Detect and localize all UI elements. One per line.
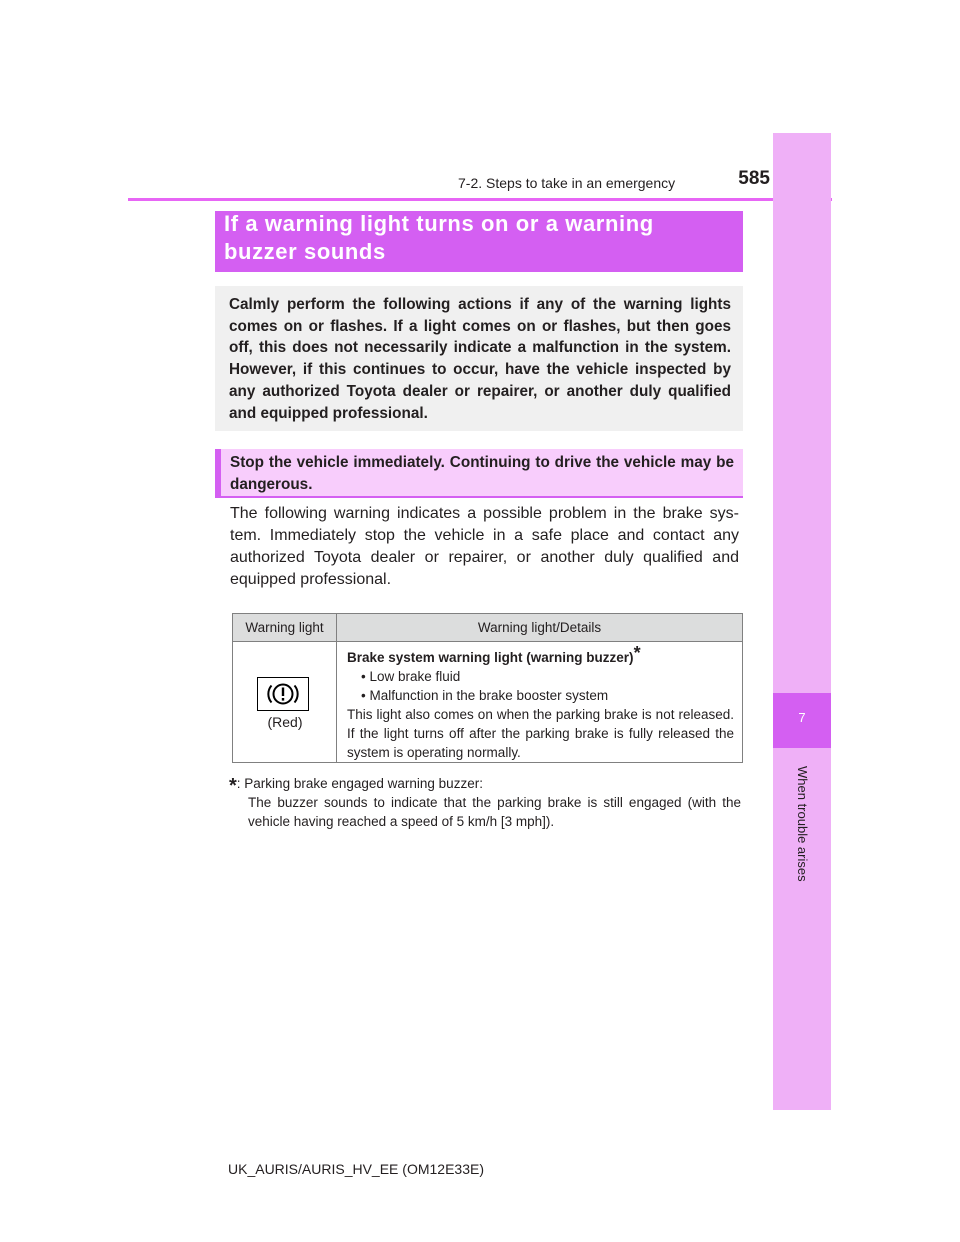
footer-code: UK_AURIS/AURIS_HV_EE (OM12E33E) [228,1161,484,1177]
detail-title [347,642,734,667]
footnote-label: : Parking brake engaged warning buzzer: [236,776,483,791]
table-row [233,642,743,763]
section-label: 7-2. Steps to take in an emergency [458,175,676,191]
detail-title-text: Brake system warning light (warning buzzer) [347,650,634,665]
table-header-light: Warning light [233,614,337,642]
header-rule [128,198,832,201]
detail-bullet: • Malfunction in the brake booster system [361,688,609,703]
footnote [229,773,741,831]
chapter-number: 7 [798,710,806,725]
side-tab-strip [773,133,831,1110]
brake-warning-icon [257,677,309,711]
light-color-label: (Red) [267,714,303,730]
stop-notice-rule [215,496,743,498]
chapter-title: When trouble arises [795,766,810,882]
warning-details-cell [337,642,743,763]
intro-box: Calmly perform the following actions if any of the warning lights comes on or flashes. If a light comes on or flashes, but then goes off, this does not necessarily indicate a malfunction in the system. However, if this continues to occur, have the vehicle inspected by any authorized Toyota dealer or repairer, or another duly qualified and equipped professional. [215,286,743,431]
detail-title-mark: * [633,642,641,663]
stop-notice: Stop the vehicle immediately. Continuing to drive the vehicle may be dangerous. [215,449,743,496]
page-title-line2: buzzer sounds [224,239,386,264]
body-paragraph: The following warning indicates a possible problem in the brake sys- tem. Immediately stop the vehicle in a safe place and contact any authorized Toyota dealer or repairer, or another duly qualified and equipped professional. [230,505,739,588]
table-header-row [233,614,743,642]
table-header-details: Warning light/Details [337,614,743,642]
detail-note: This light also comes on when the parking brake is not released. If the light turns off after the parking brake is fully released the system is operating normally. [347,707,734,760]
footnote-text: The buzzer sounds to indicate that the parking brake is still engaged (with the vehicle having reached a speed of 5 km/h [3 mph]). [248,795,741,829]
page-title [224,210,724,266]
warning-light-cell [233,642,337,763]
page-title-line1: If a warning light turns on or a warning [224,211,654,236]
detail-bullet: • Low brake fluid [361,669,461,684]
page-number: 585 [738,168,770,189]
footnote-mark: * [229,775,237,797]
warning-light-table [232,613,743,763]
